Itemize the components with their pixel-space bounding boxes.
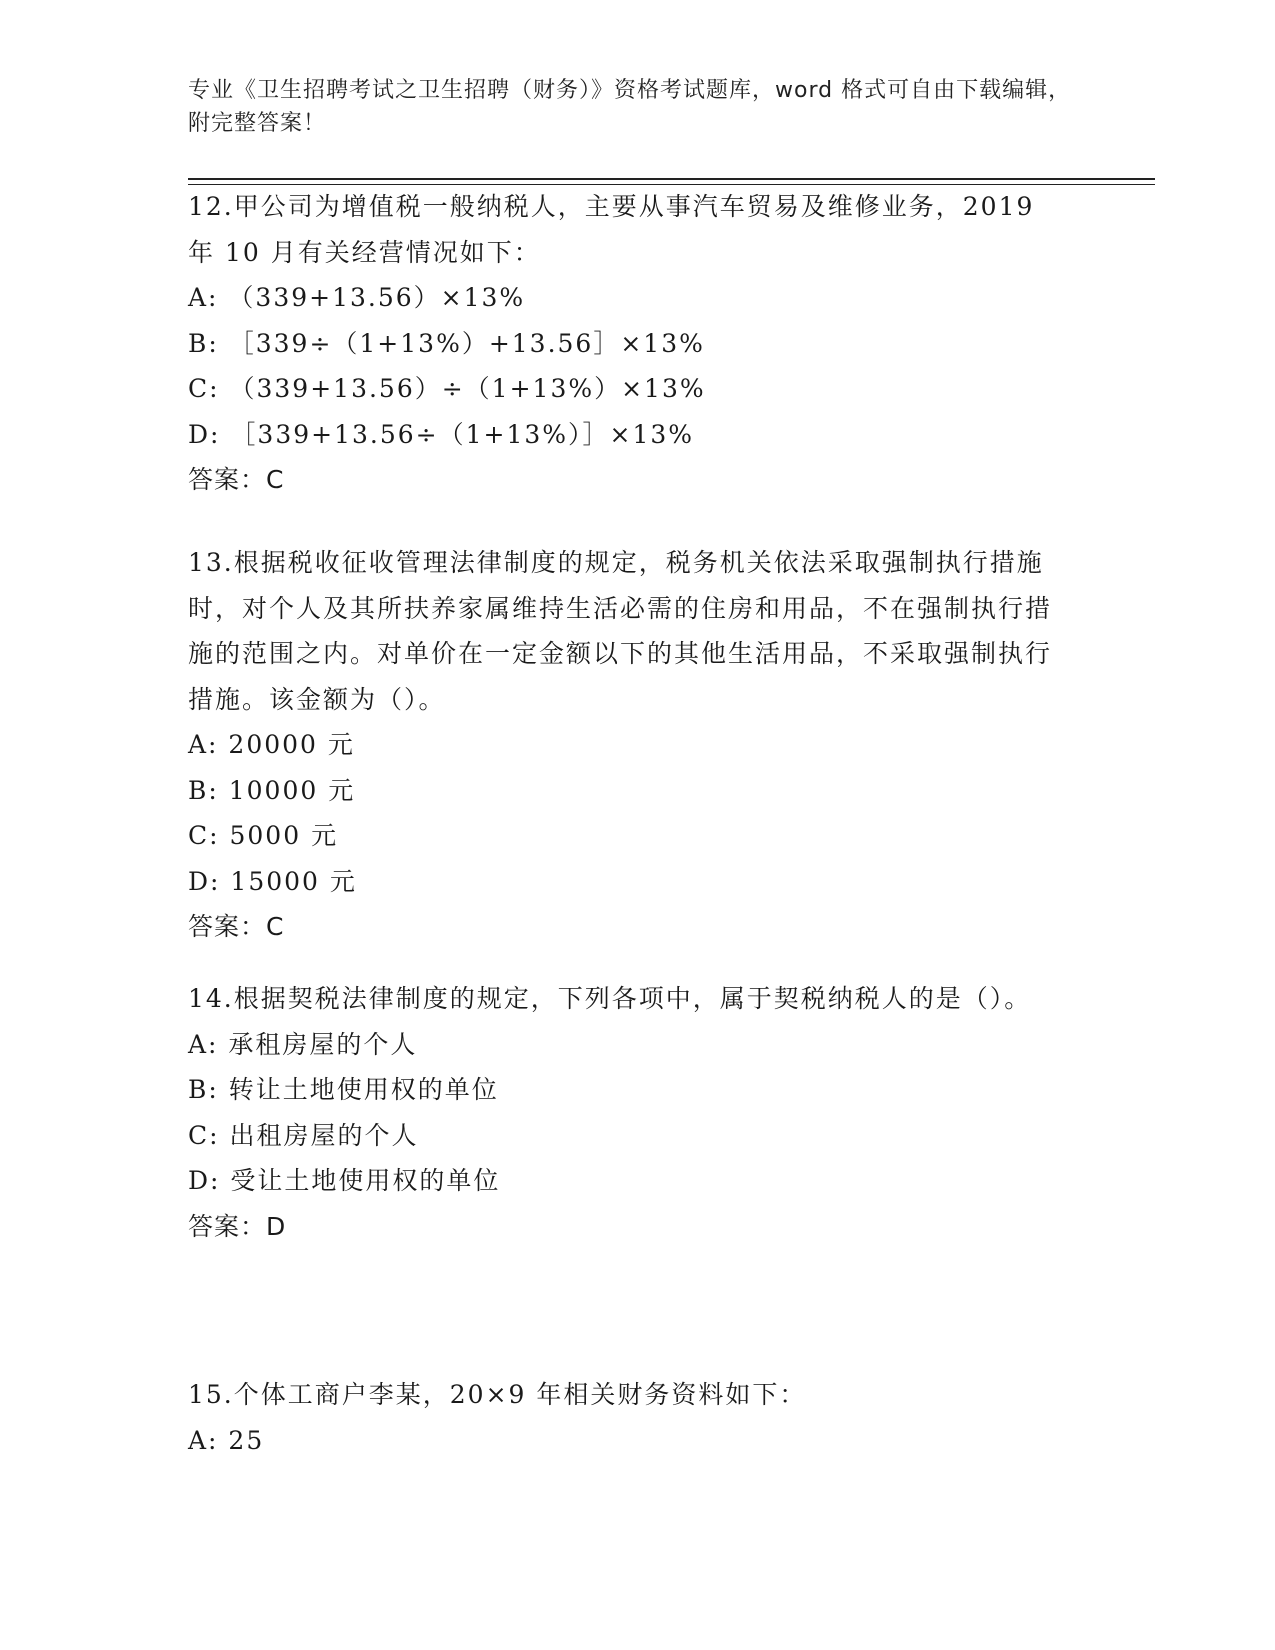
option-a: A: （339+13.56）×13% xyxy=(188,283,526,312)
question-stem: 14.根据契税法律制度的规定，下列各项中，属于契税纳税人的是（）。 xyxy=(188,984,1032,1013)
header-rule-thick xyxy=(188,178,1155,180)
question-stem: 12.甲公司为增值税一般纳税人，主要从事汽车贸易及维修业务，2019 年 10 月有关经营情况如下： xyxy=(188,192,1035,267)
option-b: B: 10000 元 xyxy=(188,775,356,805)
answer: 答案：C xyxy=(188,912,285,941)
question-14 xyxy=(188,976,1088,1249)
option-a: A: 承租房屋的个人 xyxy=(188,1029,418,1059)
option-d: D: 15000 元 xyxy=(188,866,357,896)
question-stem: 13.根据税收征收管理法律制度的规定，税务机关依法采取强制执行措施时，对个人及其所扶养家属维持生活必需的住房和用品，不在强制执行措施的范围之内。对单价在一定金额以下的其他生活用品，不采取强制执行措施。该金额为（）。 xyxy=(188,548,1053,714)
document-header: 专业《卫生招聘考试之卫生招聘（财务）》资格考试题库，word 格式可自由下载编辑，附完整答案！ xyxy=(188,78,1072,136)
question-12 xyxy=(188,184,1088,503)
question-stem: 15.个体工商户李某，20×9 年相关财务资料如下： xyxy=(188,1380,807,1409)
option-c: C: 5000 元 xyxy=(188,821,339,850)
option-c: C: 出租房屋的个人 xyxy=(188,1120,419,1150)
option-a: A: 20000 元 xyxy=(188,730,355,759)
answer: 答案：D xyxy=(188,1211,287,1241)
option-d: D: 受让土地使用权的单位 xyxy=(188,1166,501,1195)
option-b: B: ［339÷（1+13%）+13.56］×13% xyxy=(188,328,705,358)
answer: 答案：C xyxy=(188,465,285,494)
option-a: A: 25 xyxy=(188,1425,265,1455)
option-c: C: （339+13.56）÷（1+13%）×13% xyxy=(188,374,706,403)
option-b: B: 转让土地使用权的单位 xyxy=(188,1075,499,1104)
option-d: D: ［339+13.56÷（1+13%）］×13% xyxy=(188,419,695,449)
question-13 xyxy=(188,540,1088,950)
question-15 xyxy=(188,1372,1088,1463)
